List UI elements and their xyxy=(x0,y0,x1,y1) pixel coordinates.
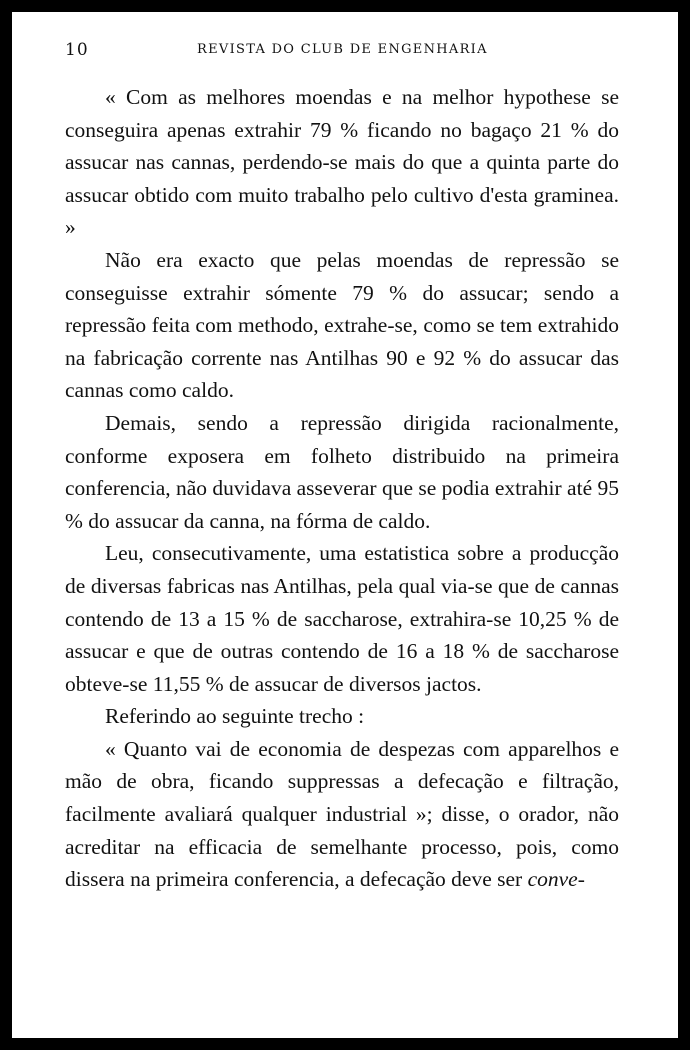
paragraph-quote-moendas: « Com as melhores moendas e na melhor hypothese se conseguira apenas extrahir 79 % ficando no bagaço 21 % do assucar nas cannas, perdendo-se mais do que a quinta parte do assucar obtido com muito trabalho pelo cultivo d'esta graminea. » xyxy=(65,85,619,240)
paragraph-quote-economia-text: « Quanto vai de economia de despezas com apparelhos e mão de obra, ficando suppressas a defecação e filtração, facilmente avaliará qualquer industrial »; disse, o orador, não acreditar na efficacia de semelhante processo, pois, como dissera na primeira conferencia, a defecação deve ser xyxy=(65,736,619,892)
page-number: 10 xyxy=(65,40,89,60)
paragraph-tail-italic: conve- xyxy=(527,867,585,892)
paragraph-estatistica: Leu, consecutivamente, uma estatistica sobre a producção de diversas fabricas nas Antilhas, pela qual via-se que de cannas contendo de 13 a 15 % de saccharose, extrahira-se 10,25 % de assucar e que de outras contendo de 16 a 18 % de saccharose obteve-se 11,55 % de assucar de diversos jactos. xyxy=(65,541,619,696)
book-page xyxy=(12,12,678,1038)
paragraph-referindo: Referindo ao seguinte trecho : xyxy=(105,704,365,729)
paragraph-repressao: Não era exacto que pelas moendas de repressão se conseguisse extrahir sómente 79 % do assucar; sendo a repressão feita com methodo, extrahe-se, como se tem extrahido na fabricação corrente nas Antilhas 90 e 92 % do assucar das cannas como caldo. xyxy=(65,247,619,403)
page-header xyxy=(12,40,678,62)
paragraph-quote-economia xyxy=(65,733,619,896)
paragraph-demais: Demais, sendo a repressão dirigida racionalmente, conforme exposera em folheto distribuido na primeira conferencia, não duvidava asseverar que se podia extrahir até 95 % do assucar da canna, na fórma de caldo. xyxy=(65,410,619,533)
body-text xyxy=(65,81,619,896)
running-title: REVISTA DO CLUB DE ENGENHARIA xyxy=(197,42,488,57)
